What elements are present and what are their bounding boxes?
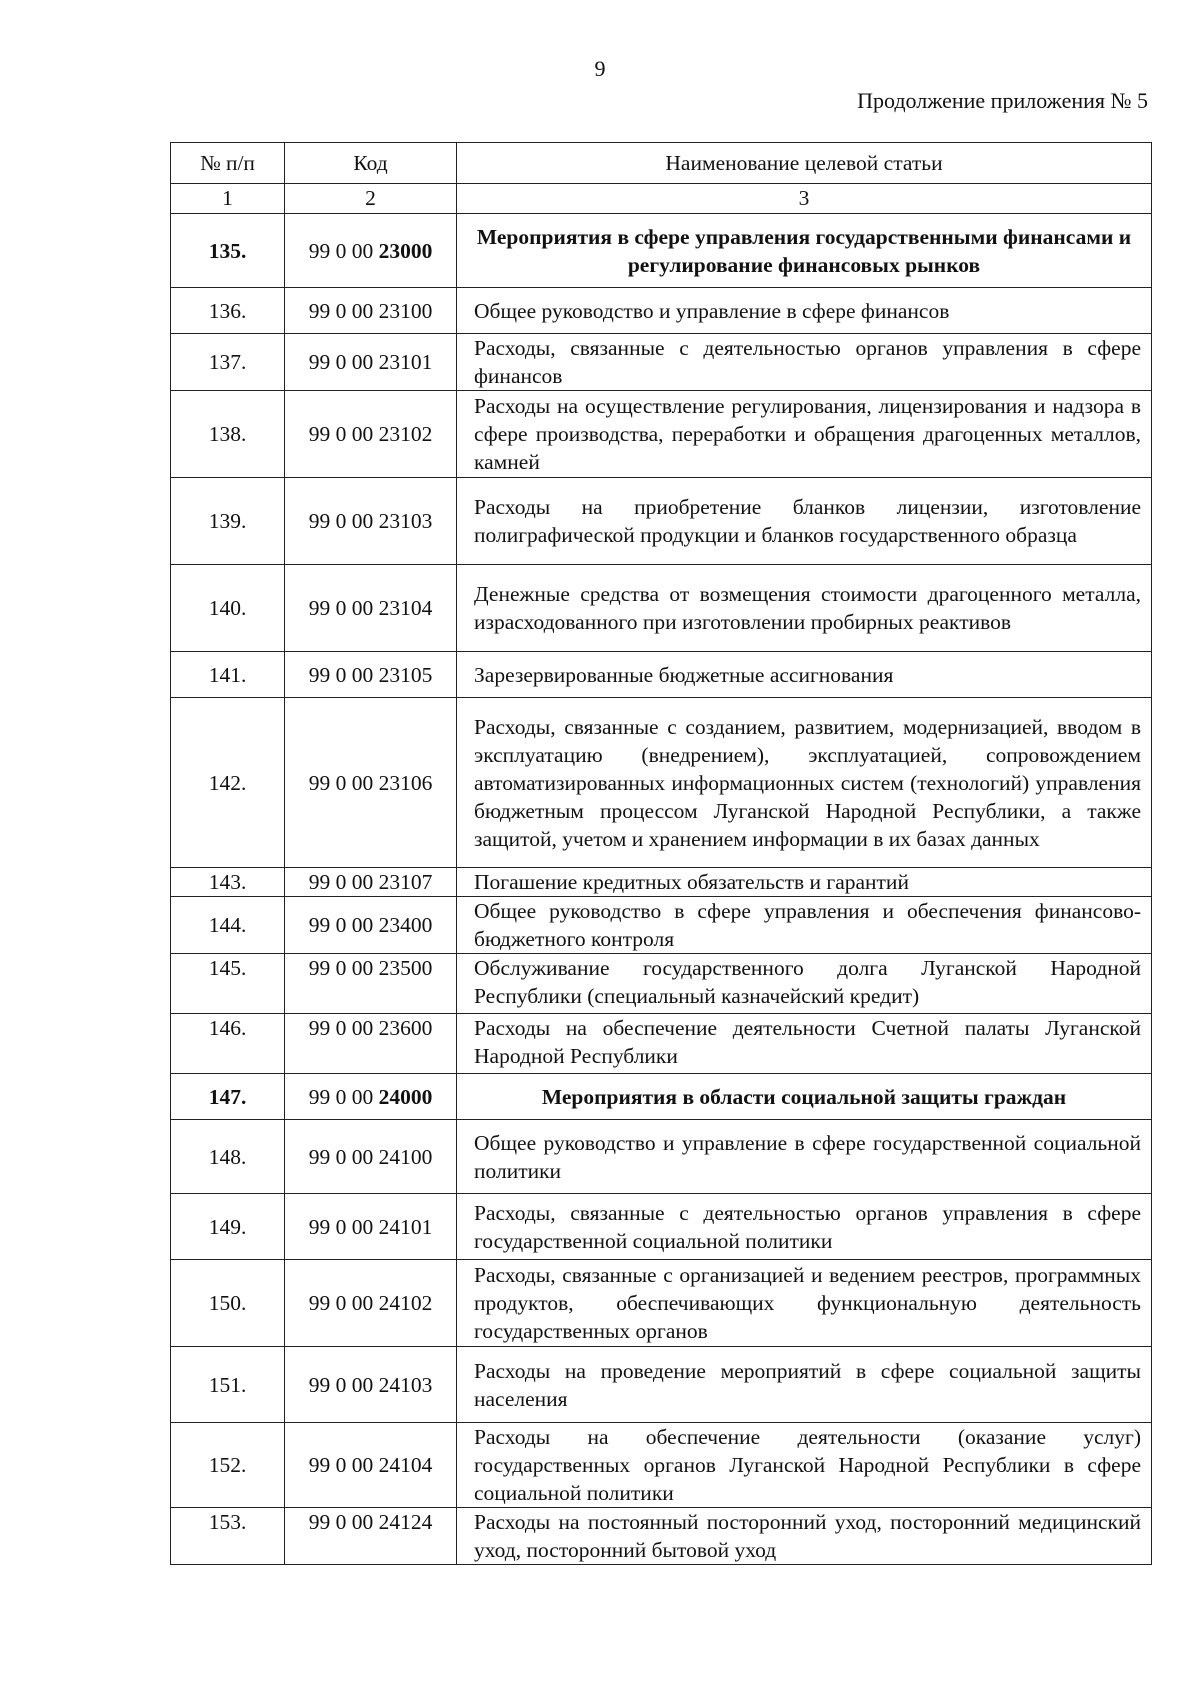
row-name: Зарезервированные бюджетные ассигнования: [457, 652, 1152, 698]
row-number: 139.: [171, 478, 285, 565]
code-prefix: 99 0 00: [308, 1016, 379, 1040]
row-name: Расходы на приобретение бланков лицензии, изготовление полиграфической продукции и бланков государственного образца: [457, 478, 1152, 565]
code-suffix: 24000: [378, 1084, 433, 1109]
row-name: Расходы на постоянный посторонний уход, посторонний медицинский уход, посторонний бытовой уход: [457, 1508, 1152, 1565]
row-name: Расходы на проведение мероприятий в сфере социальной защиты населения: [457, 1347, 1152, 1423]
header-code: Код: [285, 143, 457, 184]
row-name: Общее руководство в сфере управления и обеспечения финансово-бюджетного контроля: [457, 897, 1152, 954]
header-name: Наименование целевой статьи: [457, 143, 1152, 184]
code-suffix: 23000: [378, 238, 433, 263]
table-row: [171, 288, 1152, 334]
code-suffix: 24101: [378, 1214, 433, 1239]
row-name: Обслуживание государственного долга Луганской Народной Республики (специальный казначейский кредит): [457, 954, 1152, 1014]
row-number: 149.: [171, 1194, 285, 1260]
code-prefix: 99 0 00: [308, 870, 379, 894]
row-number: 150.: [171, 1260, 285, 1347]
code-suffix: 24100: [378, 1144, 433, 1169]
table-header-row: [171, 143, 1152, 184]
code-prefix: 99 0 00: [308, 1214, 379, 1239]
code-suffix: 23600: [378, 1016, 433, 1040]
row-number: 153.: [171, 1508, 285, 1565]
row-number: 152.: [171, 1423, 285, 1508]
row-code: [285, 1423, 457, 1508]
row-number: 140.: [171, 565, 285, 652]
row-number: 137.: [171, 334, 285, 391]
appendix-caption: Продолжение приложения № 5: [857, 88, 1148, 113]
row-code: [285, 1347, 457, 1423]
row-name: Расходы на обеспечение деятельности (оказание услуг) государственных органов Луганской Народной Республики в сфере социальной политики: [457, 1423, 1152, 1508]
row-name: Расходы на осуществление регулирования, лицензирования и надзора в сфере производства, переработки и обращения драгоценных металлов, камней: [457, 391, 1152, 478]
code-suffix: 24103: [378, 1372, 433, 1397]
code-suffix: 24104: [378, 1453, 433, 1477]
column-number-1: 1: [171, 184, 285, 214]
row-code: [285, 478, 457, 565]
table-row: [171, 1014, 1152, 1074]
table-row: [171, 897, 1152, 954]
row-name: Расходы, связанные с организацией и ведением реестров, программных продуктов, обеспечивающих функциональную деятельность государственных органов: [457, 1260, 1152, 1347]
row-number: 151.: [171, 1347, 285, 1423]
row-code: [285, 897, 457, 954]
row-name: Общее руководство и управление в сфере государственной социальной политики: [457, 1120, 1152, 1194]
code-prefix: 99 0 00: [308, 238, 379, 263]
row-code: [285, 1194, 457, 1260]
row-name: Денежные средства от возмещения стоимости драгоценного металла, израсходованного при изготовлении пробирных реактивов: [457, 565, 1152, 652]
row-code: [285, 391, 457, 478]
code-suffix: 23106: [378, 770, 433, 795]
row-name: Расходы на обеспечение деятельности Счетной палаты Луганской Народной Республики: [457, 1014, 1152, 1074]
code-suffix: 23101: [378, 350, 433, 374]
row-number: 142.: [171, 698, 285, 868]
row-number: 143.: [171, 868, 285, 897]
code-prefix: 99 0 00: [308, 350, 379, 374]
code-prefix: 99 0 00: [308, 956, 379, 980]
table-row: [171, 1347, 1152, 1423]
row-code: [285, 288, 457, 334]
code-prefix: 99 0 00: [308, 422, 379, 446]
code-suffix: 23100: [378, 298, 433, 323]
code-prefix: 99 0 00: [308, 770, 379, 795]
row-number: 147.: [171, 1074, 285, 1120]
code-prefix: 99 0 00: [308, 1453, 379, 1477]
table-row: [171, 698, 1152, 868]
row-number: 145.: [171, 954, 285, 1014]
column-number-row: [171, 184, 1152, 214]
table-row: [171, 652, 1152, 698]
table-row: [171, 1423, 1152, 1508]
row-code: [285, 1508, 457, 1565]
table-row: [171, 334, 1152, 391]
row-code: [285, 565, 457, 652]
section-title: Мероприятия в сфере управления государственными финансами и регулирование финансовых рынков: [457, 214, 1152, 288]
row-number: 138.: [171, 391, 285, 478]
code-prefix: 99 0 00: [308, 298, 379, 323]
row-name: Расходы, связанные с деятельностью органов управления в сфере государственной социальной политики: [457, 1194, 1152, 1260]
column-number-2: 2: [285, 184, 457, 214]
row-number: 146.: [171, 1014, 285, 1074]
code-suffix: 24124: [378, 1510, 433, 1534]
row-number: 135.: [171, 214, 285, 288]
row-number: 144.: [171, 897, 285, 954]
code-suffix: 23400: [378, 913, 433, 937]
table-row: [171, 1260, 1152, 1347]
row-name: Погашение кредитных обязательств и гарантий: [457, 868, 1152, 897]
row-code: [285, 1260, 457, 1347]
table-row: [171, 565, 1152, 652]
row-name: Общее руководство и управление в сфере финансов: [457, 288, 1152, 334]
row-name: Расходы, связанные с созданием, развитием, модернизацией, вводом в эксплуатацию (внедрением), эксплуатацией, сопровождением автоматизированных информационных систем (технологий) управления бюджетным процессом Луганской Народной Республики, а также защитой, учетом и хранением информации в их базах данных: [457, 698, 1152, 868]
row-code: [285, 334, 457, 391]
code-suffix: 23105: [378, 662, 433, 687]
code-prefix: 99 0 00: [308, 1510, 379, 1534]
code-prefix: 99 0 00: [308, 1144, 379, 1169]
code-prefix: 99 0 00: [308, 1291, 379, 1315]
table-row: [171, 954, 1152, 1014]
table-row: [171, 868, 1152, 897]
row-code: [285, 1014, 457, 1074]
code-prefix: 99 0 00: [308, 509, 379, 533]
code-prefix: 99 0 00: [308, 662, 379, 687]
code-suffix: 23500: [378, 956, 433, 980]
code-prefix: 99 0 00: [308, 913, 379, 937]
table-row: [171, 214, 1152, 288]
table-row: [171, 478, 1152, 565]
target-articles-table: [170, 142, 1152, 1565]
column-number-3: 3: [457, 184, 1152, 214]
row-code: [285, 1120, 457, 1194]
code-suffix: 24102: [378, 1291, 433, 1315]
row-number: 136.: [171, 288, 285, 334]
code-prefix: 99 0 00: [308, 596, 379, 620]
row-code: [285, 954, 457, 1014]
row-number: 148.: [171, 1120, 285, 1194]
row-number: 141.: [171, 652, 285, 698]
row-code: [285, 1074, 457, 1120]
code-prefix: 99 0 00: [308, 1372, 379, 1397]
table-body: [171, 214, 1152, 1565]
code-suffix: 23102: [378, 422, 433, 446]
table-row: [171, 1194, 1152, 1260]
code-prefix: 99 0 00: [308, 1084, 379, 1109]
code-suffix: 23104: [378, 596, 433, 620]
table-row: [171, 1120, 1152, 1194]
page-number: 9: [594, 56, 606, 81]
section-title: Мероприятия в области социальной защиты граждан: [457, 1074, 1152, 1120]
code-suffix: 23107: [378, 870, 433, 894]
row-code: [285, 868, 457, 897]
table-row: [171, 391, 1152, 478]
row-code: [285, 652, 457, 698]
table-row: [171, 1508, 1152, 1565]
code-suffix: 23103: [378, 509, 433, 533]
row-code: [285, 214, 457, 288]
row-name: Расходы, связанные с деятельностью органов управления в сфере финансов: [457, 334, 1152, 391]
table-row: [171, 1074, 1152, 1120]
row-code: [285, 698, 457, 868]
header-number: № п/п: [171, 143, 285, 184]
